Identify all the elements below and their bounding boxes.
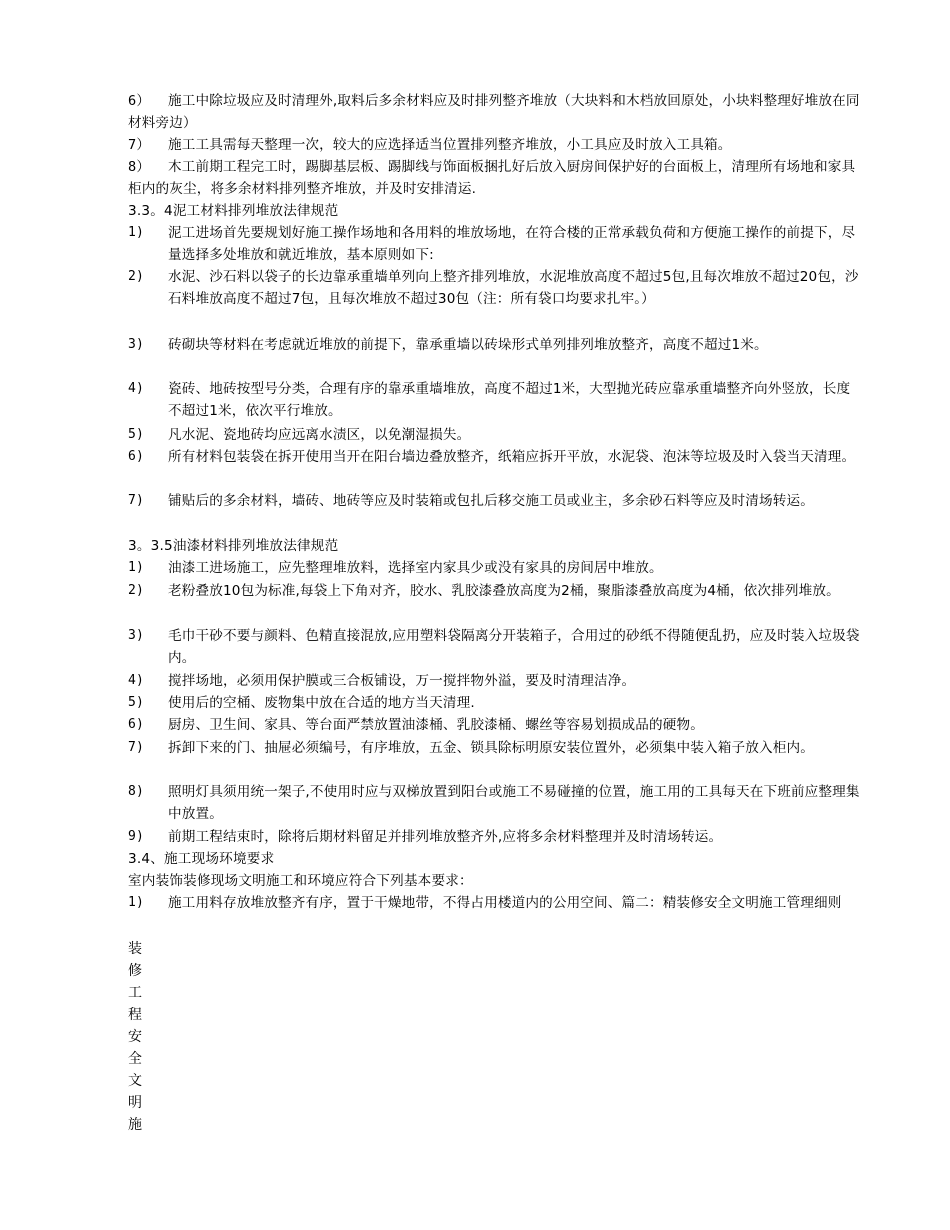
item-text: 厨房、卫生间、家具、等台面严禁放置油漆桶、乳胶漆桶、螺丝等容易划损成品的硬物。 xyxy=(168,717,705,733)
item-text: 铺贴后的多余材料，墙砖、地砖等应及时装箱或包扎后移交施工员或业主，多余砂石料等应及时清场转运。 xyxy=(168,493,814,509)
vertical-title-char: 装 xyxy=(128,941,142,957)
item-number: 5) xyxy=(128,427,144,442)
vertical-title-char: 程 xyxy=(128,1007,142,1023)
section-heading-3-3-4: 3.3。4泥工材料排列堆放法律规范 xyxy=(128,203,339,219)
item-number: 7） xyxy=(128,137,151,153)
list-item xyxy=(128,490,862,512)
vertical-title-char: 全 xyxy=(128,1051,142,1067)
item-number: 9) xyxy=(128,829,144,844)
item-text: 拆卸下来的门、抽屉必须编号，有序堆放，五金、锁具除标明原安装位置外，必须集中装入箱子放入柜内。 xyxy=(168,740,814,756)
vertical-title-char: 安 xyxy=(128,1029,142,1045)
item-text: 照明灯具须用统一架子,不使用时应与双梯放置到阳台或施工不易碰撞的位置，施工用的工具每天在下班前应整理集中放置。 xyxy=(168,784,860,822)
item-number: 1) xyxy=(128,225,144,240)
list-item xyxy=(128,781,862,825)
list-item xyxy=(128,670,862,692)
item-text: 前期工程结束时，除将后期材料留足并排列堆放整齐外,应将多余材料整理并及时清场转运。 xyxy=(168,829,723,845)
item-text: 瓷砖、地砖按型号分类，合理有序的靠承重墙堆放，高度不超过1米，大型抛光砖应靠承重墙整齐向外竖放，长度不超过1米，依次平行堆放。 xyxy=(168,381,851,419)
item-number: 3) xyxy=(128,337,144,352)
item-number: 8） xyxy=(128,159,151,175)
list-item xyxy=(128,266,862,310)
item-number: 8) xyxy=(128,784,144,799)
item-number: 7) xyxy=(128,493,144,508)
list-item xyxy=(128,557,862,579)
vertical-title-char: 文 xyxy=(128,1073,142,1089)
item-number: 6) xyxy=(128,449,144,464)
vertical-title-char: 施 xyxy=(128,1117,142,1133)
item-number: 6) xyxy=(128,717,144,732)
list-item xyxy=(128,625,862,669)
list-item xyxy=(128,826,862,848)
list-item xyxy=(128,580,862,602)
item-text: 泥工进场首先要规划好施工操作场地和各用料的堆放场地，在符合楼的正常承载负荷和方便施工操作的前提下，尽量选择多处堆放和就近堆放，基本原则如下: xyxy=(168,225,856,263)
list-item xyxy=(128,714,862,736)
item-number: 4) xyxy=(128,381,144,396)
item-text: 油漆工进场施工，应先整理堆放料，选择室内家具少或没有家具的房间居中堆放。 xyxy=(168,560,663,576)
vertical-title-char: 修 xyxy=(128,963,142,979)
item-number: 1) xyxy=(128,560,144,575)
item-text: 搅拌场地，必须用保护膜或三合板铺设，万一搅拌物外溢，要及时清理洁净。 xyxy=(168,673,636,689)
item-number: 7) xyxy=(128,740,144,755)
item-text: 水泥、沙石料以袋子的长边靠承重墙单列向上整齐排列堆放，水泥堆放高度不超过5包,且每次堆放不超过20包，沙石料堆放高度不超过7包，且每次堆放不超过30包（注：所有袋口均要求扎牢。） xyxy=(168,269,859,307)
list-item xyxy=(128,892,862,914)
paragraph-8 xyxy=(128,156,862,200)
item-number: 4) xyxy=(128,673,144,688)
item-number: 1) xyxy=(128,895,144,910)
item-text: 木工前期工程完工时，踢脚基层板、踢脚线与饰面板捆扎好后放入厨房间保护好的台面板上，清理所有场地和家具柜内的灰尘，将多余材料排列整齐堆放，并及时安排清运. xyxy=(128,159,856,197)
paragraph-7 xyxy=(128,134,862,156)
vertical-title-char: 明 xyxy=(128,1095,142,1111)
list-item xyxy=(128,378,862,422)
item-number: 2) xyxy=(128,583,144,598)
section-heading-3-4: 3.4、施工现场环境要求 xyxy=(128,851,275,867)
list-item xyxy=(128,737,862,759)
vertical-title-char: 工 xyxy=(128,985,142,1001)
item-text: 使用后的空桶、废物集中放在合适的地方当天清理. xyxy=(168,695,475,711)
item-number: 6） xyxy=(128,93,151,109)
item-text: 凡水泥、瓷地砖均应远离水渍区，以免潮湿损失。 xyxy=(168,427,471,443)
item-text: 施工工具需每天整理一次，较大的应选择适当位置排列整齐堆放，小工具应及时放入工具箱。 xyxy=(168,137,732,153)
list-item xyxy=(128,424,862,446)
item-number: 3) xyxy=(128,628,144,643)
item-text: 老粉叠放10包为标准,每袋上下角对齐，胶水、乳胶漆叠放高度为2桶，聚脂漆叠放高度为4桶，依次排列堆放。 xyxy=(168,583,840,599)
list-item xyxy=(128,334,862,356)
item-text: 毛巾干砂不要与颜料、色精直接混放,应用塑料袋隔离分开装箱子，合用过的砂纸不得随便乱扔，应及时装入垃圾袋内。 xyxy=(168,628,860,666)
item-text: 砖砌块等材料在考虑就近堆放的前提下，靠承重墙以砖垛形式单列排列堆放整齐，高度不超过1米。 xyxy=(168,337,768,353)
item-number: 5) xyxy=(128,695,144,710)
item-text: 施工用料存放堆放整齐有序，置于干燥地带，不得占用楼道内的公用空间、篇二：精装修安全文明施工管理细则 xyxy=(168,895,842,911)
list-item xyxy=(128,222,862,266)
paragraph-6 xyxy=(128,90,862,134)
list-item xyxy=(128,446,862,468)
item-text: 所有材料包装袋在拆开使用当开在阳台墙边叠放整齐，纸箱应拆开平放，水泥袋、泡沫等垃圾及时入袋当天清理。 xyxy=(168,449,856,465)
item-number: 2) xyxy=(128,269,144,284)
intro-text: 室内装饰装修现场文明施工和环境应符合下列基本要求： xyxy=(128,873,473,889)
item-text: 施工中除垃圾应及时清理外,取料后多余材料应及时排列整齐堆放（大块料和木档放回原处，小块料整理好堆放在同材料旁边） xyxy=(128,93,860,131)
section-heading-3-3-5: 3。3.5油漆材料排列堆放法律规范 xyxy=(128,538,339,554)
list-item xyxy=(128,692,862,714)
